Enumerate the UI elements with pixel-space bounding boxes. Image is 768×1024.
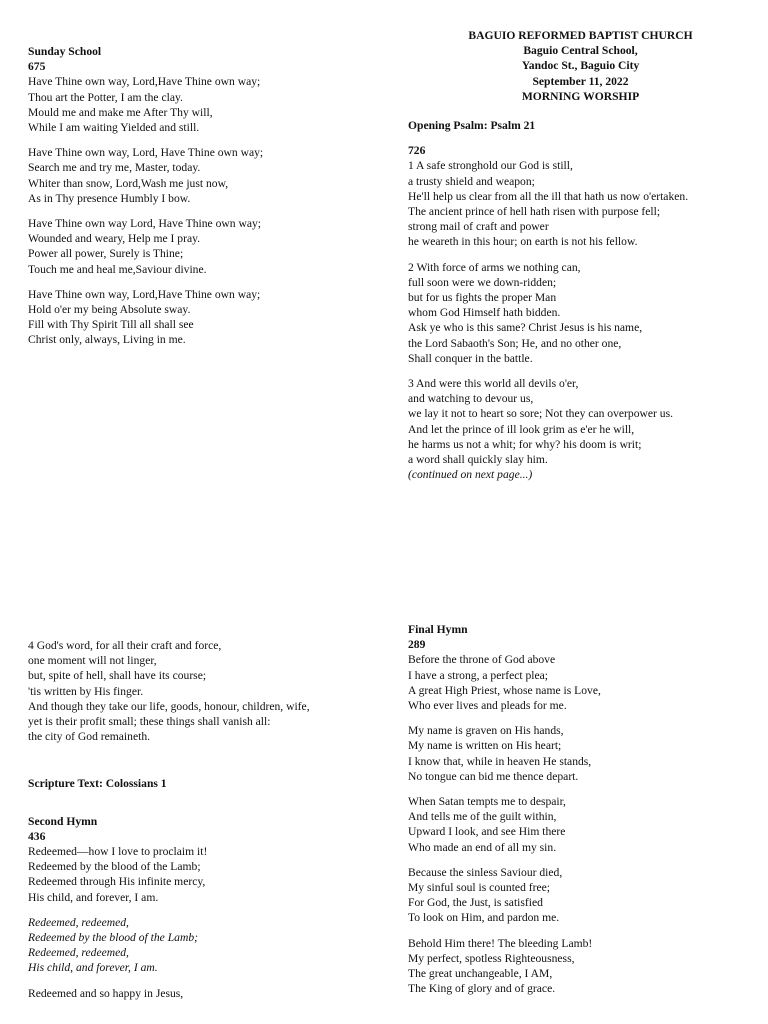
lyric-line: My name is graven on His hands, xyxy=(408,724,564,738)
stanza xyxy=(28,216,373,277)
lyric-line: He'll help us clear from all the ill that hath us now o'ertaken. xyxy=(408,189,689,203)
final-hymn-lyrics xyxy=(408,652,753,996)
church-name: BAGUIO REFORMED BAPTIST CHURCH xyxy=(468,29,693,42)
lyric-line: Have Thine own way, Lord, Have Thine own way; xyxy=(28,146,264,160)
sunday-school-lyrics xyxy=(28,74,373,347)
lyric-line: Because the sinless Saviour died, xyxy=(408,865,563,879)
service-title: MORNING WORSHIP xyxy=(521,89,640,103)
lyric-line: we lay it not to heart so sore; Not they can overpower us. xyxy=(408,407,673,421)
lyric-line: No tongue can bid me thence depart. xyxy=(408,769,579,783)
lyric-line: Have Thine own way Lord, Have Thine own way; xyxy=(28,217,261,231)
stanza xyxy=(408,652,753,713)
service-date: September 11, 2022 xyxy=(532,74,629,88)
lyric-line: he weareth in this hour; on earth is not his fellow. xyxy=(408,235,638,249)
lyric-line: 4 God's word, for all their craft and force, xyxy=(28,639,222,652)
lyric-line: And tells me of the guilt within, xyxy=(408,810,557,824)
lyric-line: And though they take our life, goods, honour, children, wife, xyxy=(28,699,310,713)
lyric-line: Redeemed by the blood of the Lamb; xyxy=(28,860,201,874)
lyric-line: 'tis written by His finger. xyxy=(28,684,144,698)
lyric-line: My sinful soul is counted free; xyxy=(408,881,551,895)
lyric-line: My name is written on His heart; xyxy=(408,739,562,753)
sunday-school-hymn-number: 675 xyxy=(28,60,46,74)
stanza xyxy=(408,260,753,366)
lyric-line: a trusty shield and weapon; xyxy=(408,174,535,188)
lyric-line: Hold o'er my being Absolute sway. xyxy=(28,303,191,317)
lyric-line: I know that, while in heaven He stands, xyxy=(408,754,592,768)
lyric-line: The ancient prince of hell hath risen with purpose fell; xyxy=(408,205,661,219)
stanza xyxy=(28,74,373,135)
opening-psalm: Opening Psalm: Psalm 21 xyxy=(408,119,536,133)
lyric-line: The King of glory and of grace. xyxy=(408,982,556,996)
lyric-line: and watching to devour us, xyxy=(408,392,534,406)
lyric-line: Have Thine own way, Lord,Have Thine own way; xyxy=(28,75,261,89)
second-hymn-stanza-1 xyxy=(28,844,373,905)
lyric-line: Touch me and heal me,Saviour divine. xyxy=(28,262,207,276)
lyric-line: Have Thine own way, Lord,Have Thine own way; xyxy=(28,287,261,301)
lyric-line: Whiter than snow, Lord,Wash me just now, xyxy=(28,176,229,190)
lyric-line: Search me and try me, Master, today. xyxy=(28,161,201,175)
lyric-line: Redeemed through His infinite mercy, xyxy=(28,875,206,889)
lyric-line: yet is their profit small; these things shall vanish all: xyxy=(28,715,271,729)
lyric-line: 2 With force of arms we nothing can, xyxy=(408,260,581,274)
lyric-line: A great High Priest, whose name is Love, xyxy=(408,683,601,697)
lyric-line: Who made an end of all my sin. xyxy=(408,840,557,854)
address-line: Yandoc St., Baguio City xyxy=(521,59,640,73)
lyric-line: The great unchangeable, I AM, xyxy=(408,967,553,981)
stanza xyxy=(28,287,373,348)
second-hymn-number: 436 xyxy=(28,829,46,843)
church-header xyxy=(408,28,753,104)
second-hymn-label: Second Hymn xyxy=(28,814,98,828)
lyric-line: a word shall quickly slay him. xyxy=(408,453,548,467)
lyric-line: Upward I look, and see Him there xyxy=(408,825,566,839)
final-hymn-section xyxy=(408,622,753,1006)
lyric-line: To look on Him, and pardon me. xyxy=(408,911,560,925)
stanza xyxy=(408,376,753,467)
second-hymn-stanza-2-start: Redeemed and so happy in Jesus, xyxy=(28,986,184,1000)
lyric-line: he harms us not a whit; for why? his doom is writ; xyxy=(408,437,642,451)
sunday-school-section xyxy=(28,44,373,358)
opening-hymn-stanza-4 xyxy=(28,638,373,744)
lyric-line: but, spite of hell, shall have its course; xyxy=(28,669,207,683)
lyric-line: For God, the Just, is satisfied xyxy=(408,896,543,910)
lyric-line: the city of God remaineth. xyxy=(28,730,151,744)
stanza xyxy=(408,865,753,926)
lyric-line: the Lord Sabaoth's Son; He, and no other one, xyxy=(408,336,622,350)
lyric-line: full soon were we down-ridden; xyxy=(408,275,557,289)
lyric-line: Redeemed—how I love to proclaim it! xyxy=(28,845,208,859)
lyric-line: whom God Himself hath bidden. xyxy=(408,306,561,320)
worship-header-section xyxy=(408,28,753,482)
lyric-line: Before the throne of God above xyxy=(408,653,556,667)
lyric-line: Ask ye who is this same? Christ Jesus is his name, xyxy=(408,321,643,335)
scripture-text: Scripture Text: Colossians 1 xyxy=(28,777,167,791)
sunday-school-label: Sunday School xyxy=(28,45,102,58)
lyric-line: While I am waiting Yielded and still. xyxy=(28,121,200,135)
opening-hymn-lyrics xyxy=(408,158,753,467)
lyric-line: Redeemed, redeemed, xyxy=(28,946,129,960)
lyric-line: one moment will not linger, xyxy=(28,654,157,668)
stanza xyxy=(28,145,373,206)
lyric-line: His child, and forever, I am. xyxy=(28,961,158,975)
lyric-line: Mould me and make me After Thy will, xyxy=(28,105,213,119)
lyric-line: My perfect, spotless Righteousness, xyxy=(408,951,575,965)
lyric-line: 1 A safe stronghold our God is still, xyxy=(408,159,573,173)
lyric-line: Redeemed by the blood of the Lamb; xyxy=(28,931,198,945)
continuation-section xyxy=(28,638,373,1001)
lyric-line: strong mail of craft and power xyxy=(408,220,549,234)
stanza xyxy=(408,158,753,249)
lyric-line: Who ever lives and pleads for me. xyxy=(408,699,567,713)
lyric-line: Redeemed, redeemed, xyxy=(28,915,129,929)
lyric-line: 3 And were this world all devils o'er, xyxy=(408,377,579,391)
lyric-line: Thou art the Potter, I am the clay. xyxy=(28,90,183,104)
lyric-line: His child, and forever, I am. xyxy=(28,890,159,904)
lyric-line: Christ only, always, Living in me. xyxy=(28,333,186,347)
lyric-line: but for us fights the proper Man xyxy=(408,291,557,305)
lyric-line: Fill with Thy Spirit Till all shall see xyxy=(28,318,194,332)
lyric-line: Shall conquer in the battle. xyxy=(408,351,533,365)
lyric-line: Power all power, Surely is Thine; xyxy=(28,247,184,261)
stanza xyxy=(408,936,753,997)
lyric-line: Wounded and weary, Help me I pray. xyxy=(28,232,201,246)
lyric-line: When Satan tempts me to despair, xyxy=(408,795,566,809)
stanza xyxy=(408,723,753,784)
lyric-line: As in Thy presence Humbly I bow. xyxy=(28,191,191,205)
second-hymn-chorus xyxy=(28,915,373,976)
stanza xyxy=(408,794,753,855)
lyric-line: I have a strong, a perfect plea; xyxy=(408,668,549,682)
opening-hymn-number: 726 xyxy=(408,144,426,158)
venue-line: Baguio Central School, xyxy=(523,44,638,58)
final-hymn-label: Final Hymn xyxy=(408,623,468,636)
lyric-line: Behold Him there! The bleeding Lamb! xyxy=(408,936,593,950)
lyric-line: And let the prince of ill look grim as e'er he will, xyxy=(408,422,635,436)
final-hymn-number: 289 xyxy=(408,638,426,652)
continued-note: (continued on next page...) xyxy=(408,468,533,482)
